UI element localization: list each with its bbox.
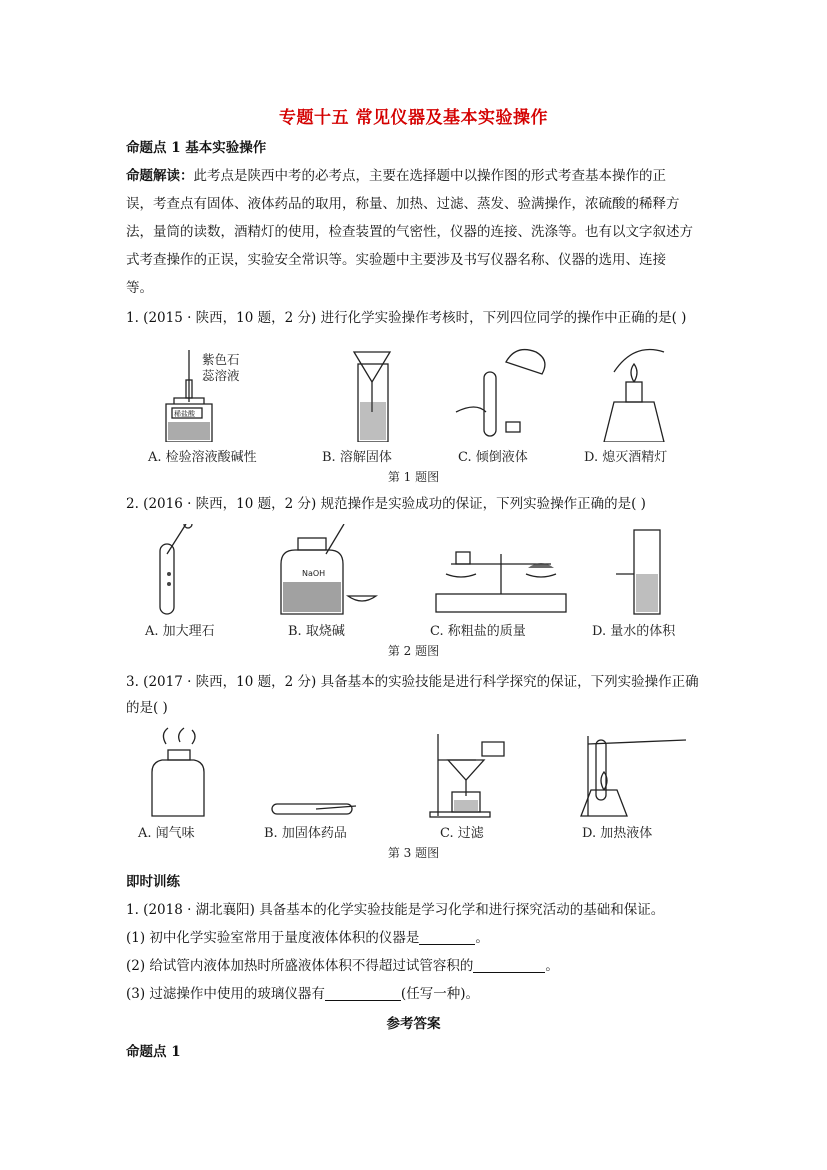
answer-blank-1[interactable]	[419, 930, 475, 945]
section-heading: 命题点 1 基本实验操作	[126, 140, 267, 156]
q3-caption: 第 3 题图	[387, 846, 440, 860]
answers-sub-heading: 命题点 1	[126, 1044, 181, 1060]
question-1-text: 1. (2015 · 陕西，10 题，2 分) 进行化学实验操作考核时，下列四位同学的操作中正确的是( )	[126, 310, 687, 326]
training-heading: 即时训练	[126, 874, 180, 890]
q3-option-b: B. 加固体药品	[264, 826, 347, 841]
figure-q2	[126, 524, 706, 616]
litmus-label-2: 蕊溶液	[202, 368, 240, 383]
figure-q1-drawing	[126, 342, 706, 442]
litmus-label-1: 紫色石	[202, 352, 240, 367]
q2-option-c: C. 称粗盐的质量	[430, 624, 526, 639]
q1-option-b: B. 溶解固体	[322, 450, 392, 465]
q2-option-a: A. 加大理石	[145, 624, 215, 639]
q2-option-d: D. 量水的体积	[592, 624, 676, 639]
q1-option-d: D. 熄灭酒精灯	[584, 450, 668, 465]
q2-caption: 第 2 题图	[387, 644, 440, 658]
q1-caption: 第 1 题图	[387, 470, 440, 484]
q3-option-c: C. 过滤	[440, 826, 484, 841]
figure-q2-drawing	[126, 524, 706, 616]
answer-blank-2[interactable]	[473, 958, 545, 973]
figure-q3	[126, 726, 706, 818]
reading-label: 命题解读：	[126, 168, 194, 184]
training-sub-1: (1) 初中化学实验室常用于量度液体体积的仪器是 。	[126, 930, 489, 946]
reading-line-2: 误，考查点有固体、液体药品的取用，称量、加热、过滤、蒸发、验满操作，浓硫酸的稀释方	[126, 196, 680, 212]
reading-line-3: 法，量筒的读数，酒精灯的使用，检查装置的气密性，仪器的连接、洗涤等。也有以文字叙述方	[126, 224, 693, 240]
reading-line-1: 命题解读：此考点是陕西中考的必考点，主要在选择题中以操作图的形式考查基本操作的正	[126, 168, 666, 184]
reading-line-5: 等。	[126, 280, 153, 296]
naoh-label: NaOH	[302, 569, 326, 578]
q3-option-d: D. 加热液体	[582, 826, 653, 841]
q3-option-a: A. 闻气味	[138, 826, 195, 841]
page-title: 专题十五 常见仪器及基本实验操作	[279, 108, 548, 128]
figure-q1	[126, 342, 706, 442]
q2-option-b: B. 取烧碱	[288, 624, 345, 639]
reading-line-4: 式考查操作的正误，实验安全常识等。实验题中主要涉及书写仪器名称、仪器的选用、连接	[126, 252, 666, 268]
training-question-1: 1. (2018 · 湖北襄阳) 具备基本的化学实验技能是学习化学和进行探究活动的基础和保证。	[126, 902, 665, 918]
answer-blank-3[interactable]	[325, 986, 401, 1001]
question-3-text-1: 3. (2017 · 陕西，10 题，2 分) 具备基本的实验技能是进行科学探究的保证，下列实验操作正确	[126, 674, 699, 690]
question-2-text: 2. (2016 · 陕西，10 题，2 分) 规范操作是实验成功的保证，下列实验操作正确的是( )	[126, 496, 646, 512]
figure-q3-drawing	[126, 726, 706, 818]
answers-heading: 参考答案	[386, 1016, 441, 1032]
training-sub-2: (2) 给试管内液体加热时所盛液体体积不得超过试管容积的 。	[126, 958, 559, 974]
training-sub-3: (3) 过滤操作中使用的玻璃仪器有 (任写一种)。	[126, 986, 479, 1002]
question-3-text-2: 的是( )	[126, 700, 168, 716]
q1-option-c: C. 倾倒液体	[458, 450, 528, 465]
q1-option-a: A. 检验溶液酸碱性	[148, 450, 257, 465]
bottle-label: 稀盐酸	[174, 410, 195, 418]
